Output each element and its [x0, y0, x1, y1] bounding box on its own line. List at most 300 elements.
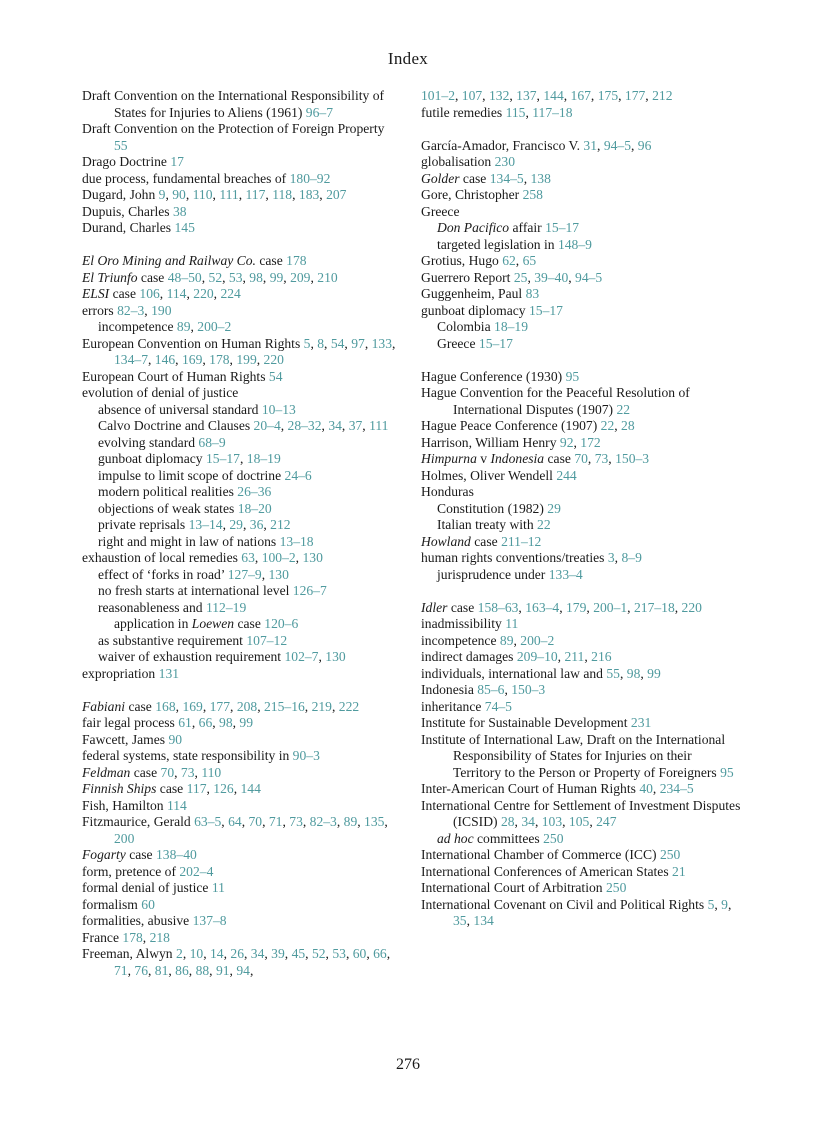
page-reference-link[interactable]: 17 [170, 154, 184, 169]
page-reference-link[interactable]: 132 [488, 88, 510, 103]
page-reference-link[interactable]: 98 [219, 715, 233, 730]
entry-text: futile remedies [421, 104, 506, 120]
page-reference-link[interactable]: 250 [543, 830, 564, 846]
page-reference-link[interactable]: 118 [272, 187, 293, 202]
index-entry [82, 88, 400, 121]
page-reference-link[interactable]: 231 [630, 715, 652, 730]
entry-text: García-Amador, Francisco V. [421, 137, 584, 153]
page-reference-link[interactable]: 127–9 [227, 566, 262, 582]
page-reference-link[interactable]: 177 [624, 88, 646, 103]
page-reference-link[interactable]: 199 [236, 352, 257, 367]
index-subentry [421, 501, 741, 518]
page-reference-link[interactable]: 131 [158, 665, 180, 681]
entry-text: Honduras [421, 484, 474, 499]
entry-text: Colombia [437, 319, 495, 334]
index-entry [82, 121, 400, 154]
entry-text: , [261, 566, 269, 582]
page-reference-link[interactable]: 211–12 [501, 533, 542, 549]
page-reference-link[interactable]: 64 [228, 814, 242, 829]
entry-text: individuals, international law and [421, 665, 607, 681]
page-reference-link[interactable]: 115 [505, 104, 526, 120]
index-column-right [421, 88, 741, 930]
entry-text: , [175, 352, 182, 367]
page-reference-link[interactable]: 215–16 [264, 698, 305, 714]
page-reference-link[interactable]: 207 [326, 187, 347, 202]
page-reference-link[interactable]: 200–2 [197, 319, 232, 334]
page-reference-link[interactable]: 230 [494, 154, 516, 169]
index-entry [421, 468, 741, 485]
entry-text: case [447, 599, 478, 615]
page-reference-link[interactable]: 167 [570, 88, 591, 103]
entry-text: , [188, 962, 196, 978]
page-reference-link[interactable]: 37 [348, 418, 363, 433]
entry-text: , [305, 946, 312, 961]
page-reference-link[interactable]: 34 [521, 814, 535, 829]
page-reference-link[interactable]: 200–2 [520, 632, 555, 648]
index-entry [421, 484, 741, 501]
entry-text: , [584, 649, 592, 664]
page-reference-link[interactable]: 63–5 [194, 814, 222, 829]
page-reference-link[interactable]: 101–2 [421, 88, 455, 103]
page-reference-link[interactable]: 244 [556, 467, 577, 483]
entry-text: , [233, 781, 241, 796]
page-reference-link[interactable]: 208 [236, 698, 258, 714]
page-reference-link[interactable]: 111 [219, 187, 239, 202]
page-reference-link[interactable]: 218 [149, 929, 170, 945]
page-reference-link[interactable]: 133–4 [548, 566, 583, 582]
entry-text: right and might in law of nations [98, 533, 280, 549]
page-reference-link[interactable]: 137–8 [192, 913, 227, 928]
page-reference-link[interactable]: 14 [210, 946, 224, 961]
page-reference-link[interactable]: 15–17 [545, 220, 580, 235]
entry-text: , [366, 946, 374, 961]
page-reference-link[interactable]: 52 [208, 269, 223, 285]
page-reference-link[interactable]: 247 [596, 814, 617, 829]
page-reference-link[interactable]: 13–14 [188, 517, 223, 532]
entry-text: , [203, 946, 210, 961]
page-reference-link[interactable]: 145 [174, 220, 195, 235]
page-reference-link[interactable]: 71 [268, 814, 283, 829]
page-reference-link[interactable]: 52 [311, 946, 326, 961]
page-reference-link[interactable]: 8 [317, 335, 325, 351]
page-reference-link[interactable]: 20–4 [253, 418, 281, 433]
entry-text: , [618, 88, 625, 103]
page-reference-link[interactable]: 39–40 [534, 269, 569, 285]
page-reference-link[interactable]: 158–63 [477, 599, 519, 615]
page-reference-link[interactable]: 150–3 [615, 451, 650, 466]
page-reference-link[interactable]: 107 [461, 88, 483, 103]
page-reference-link[interactable]: 216 [591, 649, 612, 664]
entry-text: , [318, 649, 326, 664]
page-reference-link[interactable]: 11 [211, 880, 225, 895]
entry-text: Harrison, William Henry [421, 434, 560, 450]
page-reference-link[interactable]: 83 [525, 286, 540, 301]
entry-text: , [229, 352, 237, 367]
entry-text: Fawcett, James [82, 731, 169, 747]
index-entry [421, 798, 741, 831]
page-reference-link[interactable]: 178 [122, 929, 143, 945]
entry-text: , [587, 451, 595, 466]
page-reference-link[interactable]: 150–3 [511, 682, 546, 697]
page-reference-link[interactable]: 250 [659, 847, 681, 862]
entry-text: evolving standard [98, 434, 199, 450]
page-reference-link[interactable]: 126 [213, 781, 234, 796]
page-reference-link[interactable]: 120–6 [264, 616, 299, 631]
page-reference-link[interactable]: 74–5 [484, 698, 512, 714]
page-reference-link[interactable]: 13–18 [279, 533, 314, 549]
page-reference-link[interactable]: 70 [160, 764, 175, 780]
page-reference-link[interactable]: 68–9 [198, 434, 226, 450]
entry-text: , [147, 962, 155, 978]
page-reference-link[interactable]: 5 [707, 896, 715, 912]
entry-text: , [242, 269, 250, 285]
index-entry [82, 946, 400, 979]
page-reference-link[interactable]: 92 [559, 434, 574, 450]
page-reference-link[interactable]: 96–7 [305, 104, 333, 120]
page-reference-link[interactable]: 54 [330, 335, 345, 351]
page-reference-link[interactable]: 114 [166, 286, 187, 301]
page-reference-link[interactable]: 73 [180, 764, 195, 780]
page-reference-link[interactable]: 130 [268, 566, 289, 582]
page-reference-link[interactable]: 85–6 [477, 682, 505, 697]
page-reference-link[interactable]: 99 [647, 665, 661, 681]
page-reference-link[interactable]: 177 [209, 698, 231, 714]
entry-text: jurisprudence under [437, 566, 549, 582]
page-reference-link[interactable]: 133 [371, 335, 392, 351]
entry-text: form, pretence of [82, 863, 180, 879]
page-reference-link[interactable]: 82–3 [309, 814, 337, 829]
page-reference-link[interactable]: 114 [166, 797, 187, 813]
page-reference-link[interactable]: 21 [672, 863, 686, 879]
page-reference-link[interactable]: 91 [215, 962, 230, 978]
page-reference-link[interactable]: 34 [328, 418, 342, 433]
entry-text: , [518, 599, 526, 615]
entry-text: fair legal process [82, 715, 179, 730]
page-reference-link[interactable]: 89 [343, 814, 358, 829]
page-reference-link[interactable]: 11 [505, 616, 519, 631]
page-reference-link[interactable]: 53 [332, 946, 346, 961]
entry-text: Fish, Hamilton [82, 797, 167, 813]
page-reference-link[interactable]: 2 [176, 946, 183, 961]
entry-text: , [249, 962, 254, 978]
page-reference-link[interactable]: 73 [289, 814, 303, 829]
page-reference-link[interactable]: 94–5 [575, 269, 603, 285]
page-reference-link[interactable]: 38 [173, 203, 187, 219]
page-reference-link[interactable]: 217–18 [633, 599, 675, 615]
entry-text: , [221, 814, 229, 829]
index-subentry [82, 633, 400, 650]
page-reference-link[interactable]: 219 [311, 698, 332, 714]
page-reference-link[interactable]: 28 [621, 418, 635, 433]
page-reference-link[interactable]: 18–19 [494, 319, 529, 334]
page-reference-link[interactable]: 22 [537, 517, 551, 532]
page-reference-link[interactable]: 117–18 [532, 104, 573, 120]
index-subentry [82, 616, 400, 633]
index-subentry [421, 831, 741, 848]
page-reference-link[interactable]: 209–10 [516, 649, 558, 664]
page-reference-link[interactable]: 98 [626, 665, 641, 681]
page-reference-link[interactable]: 31 [583, 137, 598, 153]
entry-text: , [242, 517, 250, 532]
italic-term: ELSI [82, 286, 110, 301]
page-reference-link[interactable]: 211 [564, 649, 585, 664]
entry-text: , [590, 88, 598, 103]
page-reference-link[interactable]: 180–92 [289, 170, 331, 186]
page-reference-link[interactable]: 99 [269, 269, 284, 285]
entry-text: , [222, 517, 230, 532]
page-reference-link[interactable]: 222 [338, 698, 360, 714]
page-reference-link[interactable]: 112–19 [205, 599, 247, 615]
entry-text: case [234, 616, 265, 631]
page-reference-link[interactable]: 202–4 [179, 863, 214, 879]
entry-text: , [185, 187, 193, 202]
page-reference-link[interactable]: 9 [721, 896, 728, 912]
entry-text: case [130, 764, 161, 780]
page-reference-link[interactable]: 117 [245, 187, 266, 202]
page-reference-link[interactable]: 90–3 [292, 748, 320, 763]
page-reference-link[interactable]: 168 [155, 698, 176, 714]
entry-text: , [627, 599, 634, 615]
page-reference-link[interactable]: 60 [352, 946, 367, 961]
entry-text: v [476, 451, 491, 466]
page-reference-link[interactable]: 26 [230, 946, 244, 961]
page-reference-link[interactable]: 86 [175, 962, 189, 978]
entry-text: case [544, 451, 575, 466]
page-reference-link[interactable]: 169 [182, 698, 203, 714]
page-reference-link[interactable]: 200 [114, 830, 135, 846]
page-reference-link[interactable]: 15–17 [205, 451, 240, 466]
page-reference-link[interactable]: 144 [240, 781, 261, 796]
page-reference-link[interactable]: 137 [516, 88, 537, 103]
page-reference-link[interactable]: 175 [597, 88, 619, 103]
entry-text: , [640, 665, 648, 681]
index-entry [82, 864, 400, 881]
page-reference-link[interactable]: 106 [139, 286, 160, 301]
page-reference-link[interactable]: 22 [616, 401, 631, 417]
index-entry [82, 699, 400, 716]
page-reference-link[interactable]: 88 [195, 962, 210, 978]
entry-text: , [597, 137, 604, 153]
entry-text: Gore, Christopher [421, 187, 523, 202]
page-reference-link[interactable]: 95 [565, 368, 580, 384]
italic-term: Idler [421, 599, 448, 615]
page-reference-link[interactable]: 66 [198, 715, 213, 730]
page-reference-link[interactable]: 183 [298, 187, 320, 202]
page-reference-link[interactable]: 18–19 [246, 451, 281, 466]
entry-text: , [263, 517, 271, 532]
page-reference-link[interactable]: 39 [271, 946, 285, 961]
entry-text: , [284, 946, 292, 961]
page-reference-link[interactable]: 26–36 [237, 484, 272, 499]
page-reference-link[interactable]: 35 [453, 913, 467, 928]
page-reference-link[interactable]: 138 [530, 170, 551, 186]
page-reference-link[interactable]: 28 [500, 814, 515, 829]
page-reference-link[interactable]: 220 [263, 352, 284, 367]
italic-term: Himpurna [421, 451, 477, 466]
page-reference-link[interactable]: 54 [268, 368, 283, 384]
page-reference-link[interactable]: 48–50 [167, 269, 202, 285]
page-reference-link[interactable]: 71 [114, 962, 128, 978]
index-subentry [82, 319, 400, 336]
page-reference-link[interactable]: 138–40 [156, 847, 197, 862]
page-reference-link[interactable]: 212 [270, 517, 291, 532]
entry-text: case [255, 253, 287, 268]
page-reference-link[interactable]: 148–9 [557, 236, 592, 252]
page-reference-link[interactable]: 3 [607, 550, 615, 565]
page-reference-link[interactable]: 89 [176, 319, 191, 334]
page-reference-link[interactable]: 22 [600, 418, 615, 433]
page-reference-link[interactable]: 110 [201, 764, 222, 780]
entry-text: , [182, 946, 190, 961]
page-reference-link[interactable]: 55 [114, 137, 128, 153]
page-reference-link[interactable]: 94 [236, 962, 250, 978]
entry-text: absence of universal standard [98, 401, 262, 417]
page-reference-link[interactable]: 66 [373, 946, 387, 961]
page-reference-link[interactable]: 234–5 [659, 781, 694, 796]
page-reference-link[interactable]: 200–1 [593, 599, 628, 615]
page-reference-link[interactable]: 81 [154, 962, 169, 978]
index-subentry [82, 451, 400, 468]
page-reference-link[interactable]: 169 [181, 352, 203, 367]
page-reference-link[interactable]: 117 [186, 781, 207, 796]
page-reference-link[interactable]: 130 [302, 550, 323, 565]
page-reference-link[interactable]: 18–20 [237, 500, 272, 516]
page-reference-link[interactable]: 258 [522, 187, 543, 202]
entry-text: gunboat diplomacy [98, 451, 206, 466]
page-reference-link[interactable]: 5 [303, 335, 311, 351]
page-reference-link[interactable]: 29 [229, 517, 243, 532]
page-reference-link[interactable]: 15–17 [528, 302, 563, 318]
entry-text: Guerrero Report [421, 269, 514, 285]
entry-text: case [125, 698, 156, 714]
page-reference-link[interactable]: 178 [209, 352, 230, 367]
page-reference-link[interactable]: 100–2 [261, 550, 296, 565]
entry-text: , [557, 649, 565, 664]
page-reference-link[interactable]: 96 [637, 137, 652, 153]
page-reference-link[interactable]: 65 [522, 253, 537, 268]
page-reference-link[interactable]: 82–3 [117, 302, 145, 318]
entry-text: incompetence [421, 632, 500, 648]
page-reference-link[interactable]: 15–17 [478, 335, 513, 351]
page-reference-link[interactable]: 28–32 [287, 418, 322, 433]
entry-text: , [645, 88, 653, 103]
entry-text: , [514, 814, 522, 829]
page-reference-link[interactable]: 134 [473, 913, 494, 928]
page-reference-link[interactable]: 95 [720, 764, 734, 780]
page-reference-link[interactable]: 60 [141, 896, 155, 912]
page-reference-link[interactable]: 89 [499, 632, 514, 648]
page-reference-link[interactable]: 212 [652, 88, 673, 103]
page-reference-link[interactable]: 250 [605, 880, 627, 895]
page-reference-link[interactable]: 9 [158, 187, 166, 202]
page-reference-link[interactable]: 209 [290, 269, 311, 285]
index-entry [421, 781, 741, 798]
entry-text: , [223, 946, 231, 961]
page-reference-link[interactable]: 99 [239, 715, 254, 730]
italic-term: Feldman [82, 764, 131, 780]
entry-gap [82, 237, 400, 254]
page-reference-link[interactable]: 10 [189, 946, 204, 961]
page-reference-link[interactable]: 73 [594, 451, 609, 466]
entry-text: , [304, 698, 312, 714]
page-reference-link[interactable]: 45 [291, 946, 306, 961]
page-reference-link[interactable]: 98 [249, 269, 263, 285]
page-reference-link[interactable]: 34 [250, 946, 265, 961]
entry-text: , [257, 698, 264, 714]
page-reference-link[interactable]: 190 [151, 302, 172, 318]
italic-term: El Oro Mining and Railway Co. [82, 253, 256, 268]
entry-text: , [384, 814, 388, 829]
page-reference-link[interactable]: 10–13 [261, 401, 296, 417]
entry-text: due process, fundamental breaches of [82, 170, 290, 186]
page-reference-link[interactable]: 179 [566, 599, 587, 615]
page-reference-link[interactable]: 144 [543, 88, 564, 103]
page-reference-link[interactable]: 94–5 [603, 137, 631, 153]
page-reference-link[interactable]: 25 [513, 269, 528, 285]
index-subentry [82, 435, 400, 452]
page-reference-link[interactable]: 130 [325, 649, 346, 664]
page-reference-link[interactable]: 55 [606, 665, 620, 681]
page-reference-link[interactable]: 40 [639, 781, 653, 796]
entry-text: , [264, 946, 272, 961]
entry-text: , [310, 335, 318, 351]
page-reference-link[interactable]: 105 [568, 814, 590, 829]
entry-text: Drago Doctrine [82, 154, 171, 169]
page-reference-link[interactable]: 134–7 [114, 352, 148, 367]
page-reference-link[interactable]: 134–5 [489, 170, 524, 186]
italic-term: Don Pacifico [437, 220, 510, 235]
page-reference-link[interactable]: 90 [172, 187, 186, 202]
page-reference-link[interactable]: 126–7 [292, 583, 327, 598]
page-reference-link[interactable]: 102–7 [284, 649, 319, 664]
page-reference-link[interactable]: 111 [369, 418, 389, 433]
page-reference-link[interactable]: 146 [154, 352, 176, 367]
page-reference-link[interactable]: 90 [168, 731, 183, 747]
page-reference-link[interactable]: 97 [351, 335, 365, 351]
page-reference-link[interactable]: 103 [541, 814, 563, 829]
index-entry [82, 765, 400, 782]
page-reference-link[interactable]: 220 [193, 286, 214, 301]
page-reference-link[interactable]: 107–12 [246, 632, 288, 648]
entry-text: , [563, 88, 571, 103]
page-reference-link[interactable]: 135 [364, 814, 385, 829]
index-entry [82, 204, 400, 221]
page-reference-link[interactable]: 172 [580, 434, 601, 450]
page-reference-link[interactable]: 63 [241, 550, 255, 565]
page-reference-link[interactable]: 62 [502, 253, 516, 268]
page-reference-link[interactable]: 163–4 [525, 599, 560, 615]
page-reference-link[interactable]: 36 [249, 517, 264, 532]
page-reference-link[interactable]: 76 [134, 962, 148, 978]
entry-text: , [386, 946, 391, 961]
page-reference-link[interactable]: 53 [228, 269, 243, 285]
page-reference-link[interactable]: 110 [192, 187, 213, 202]
page-reference-link[interactable]: 220 [681, 599, 702, 615]
page-reference-link[interactable]: 178 [286, 253, 307, 268]
page-reference-link[interactable]: 29 [547, 500, 561, 516]
page-reference-link[interactable]: 61 [178, 715, 192, 730]
entry-text: , [191, 715, 199, 730]
page-reference-link[interactable]: 8–9 [621, 550, 642, 565]
page-reference-link[interactable]: 70 [248, 814, 263, 829]
entry-text: , [652, 781, 660, 796]
page-reference-link[interactable]: 210 [317, 269, 338, 285]
page-reference-link[interactable]: 70 [574, 451, 588, 466]
entry-text: case [470, 533, 502, 549]
entry-text: , [325, 946, 333, 961]
page-reference-link[interactable]: 224 [220, 286, 241, 301]
page-reference-link[interactable]: 24–6 [284, 467, 312, 483]
